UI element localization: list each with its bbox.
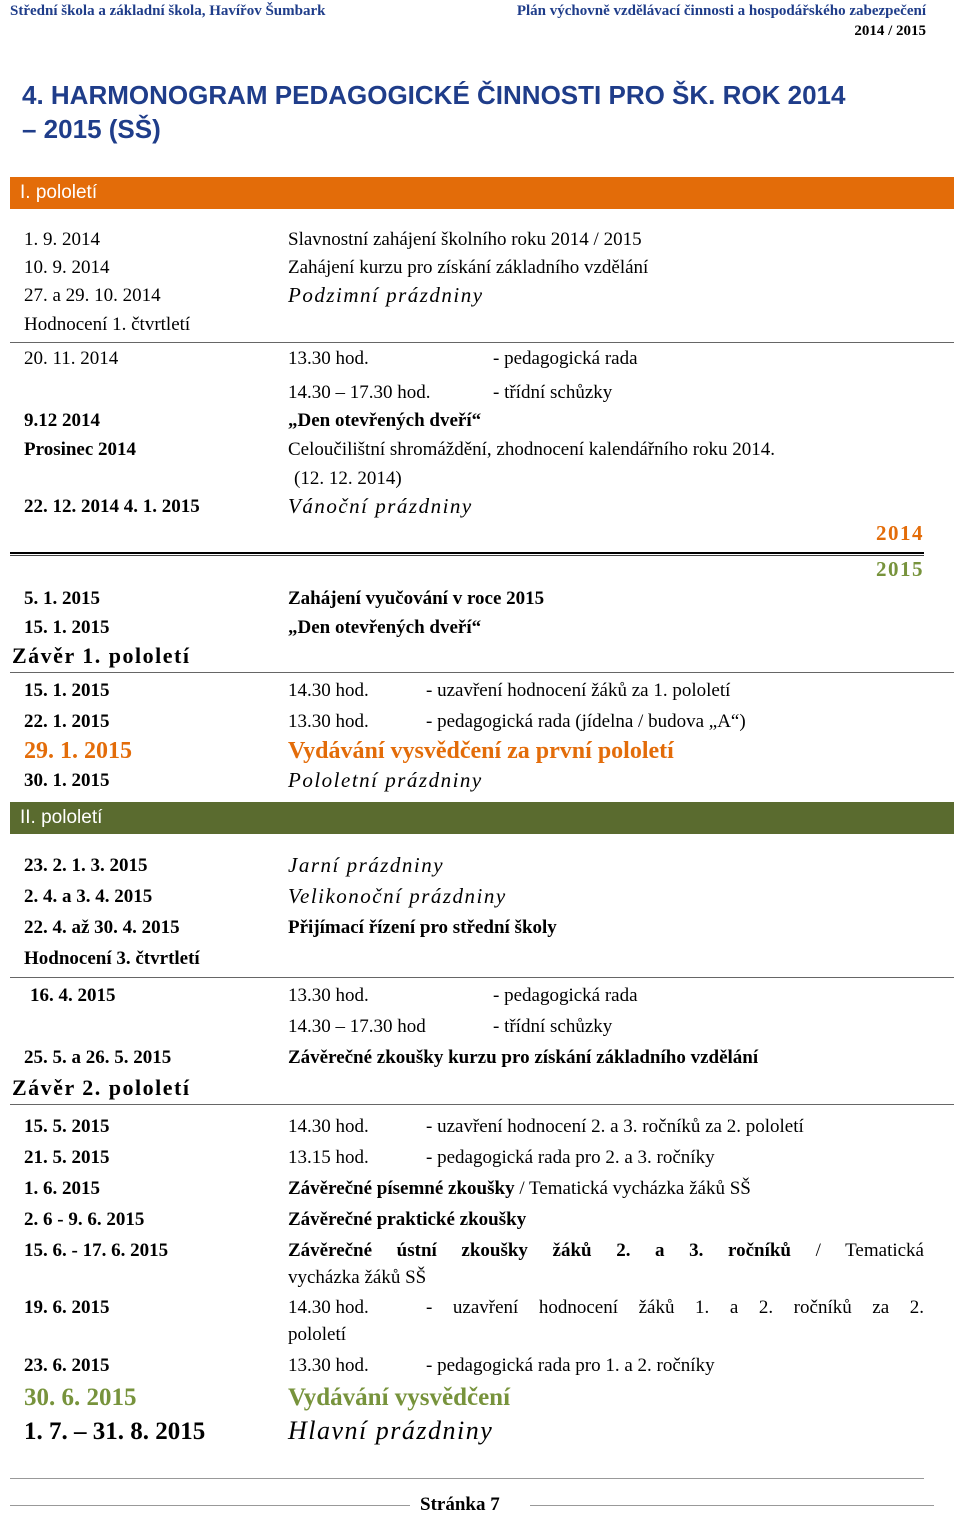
- semester2-band-label: II. pololetí: [20, 807, 103, 828]
- event-date: 23. 6. 2015: [24, 1355, 110, 1376]
- event-text: - uzavření hodnocení žáků 1. a 2. ročníků za 2.: [426, 1297, 924, 1318]
- event-text: Zahájení vyučování v roce 2015: [288, 588, 545, 609]
- event-text: - uzavření hodnocení 2. a 3. ročníků za 2. pololetí: [426, 1116, 804, 1137]
- event-text-holiday: Podzimní prázdniny: [288, 283, 484, 307]
- event-time: 14.30 – 17.30 hod: [288, 1016, 426, 1037]
- quarter-evaluation-heading: Hodnocení 3. čtvrtletí: [24, 948, 200, 969]
- semester-end-heading: Závěr 2. pololetí: [12, 1075, 191, 1100]
- event-text: - pedagogická rada pro 2. a 3. ročníky: [426, 1147, 715, 1168]
- divider: [10, 552, 924, 554]
- event-date: 16. 4. 2015: [30, 985, 116, 1006]
- divider: [10, 555, 924, 556]
- event-text: Závěrečné zkoušky kurzu pro získání základního vzdělání: [288, 1047, 759, 1068]
- event-text-holiday: Vánoční prázdniny: [288, 494, 473, 518]
- semester2-band: [10, 802, 954, 834]
- event-text: - třídní schůzky: [493, 1016, 613, 1037]
- event-time: 14.30 – 17.30 hod.: [288, 382, 431, 403]
- event-text: Celoučilištní shromáždění, zhodnocení kalendářního roku 2014.: [288, 439, 776, 460]
- event-text-highlight: Vydávání vysvědčení: [288, 1384, 511, 1411]
- event-text-holiday: Pololetní prázdniny: [288, 768, 483, 792]
- event-date: 5. 1. 2015: [24, 588, 100, 609]
- event-text: - třídní schůzky: [493, 382, 613, 403]
- event-date: 2. 6 - 9. 6. 2015: [24, 1209, 145, 1230]
- event-date-highlight: 29. 1. 2015: [24, 738, 132, 764]
- header-school-name: Střední škola a základní škola, Havířov Šumbark: [10, 3, 326, 19]
- semester1-band-label: I. pololetí: [20, 182, 98, 203]
- event-text: „Den otevřených dveří“: [288, 617, 482, 638]
- header-plan-title: Plán výchovně vzdělávací činnosti a hospodářského zabezpečení: [516, 3, 926, 19]
- event-text: - uzavření hodnocení žáků za 1. pololetí: [426, 680, 731, 701]
- event-date: 1. 7. – 31. 8. 2015: [24, 1418, 206, 1445]
- semester-end-heading: Závěr 1. pololetí: [12, 643, 191, 668]
- quarter-evaluation-heading: Hodnocení 1. čtvrtletí: [24, 314, 191, 335]
- event-text: [288, 1240, 924, 1262]
- event-text: Závěrečné praktické zkoušky: [288, 1209, 527, 1230]
- footer-rule-right: [530, 1505, 934, 1506]
- event-date: 9.12 2014: [24, 410, 100, 431]
- divider: [10, 342, 954, 343]
- page-title-line1: 4. HARMONOGRAM PEDAGOGICKÉ ČINNOSTI PRO ŠK. ROK 2014: [22, 80, 846, 110]
- event-text-rest: / Tematická vycházka žáků SŠ: [519, 1178, 751, 1199]
- event-text: [288, 1178, 751, 1200]
- event-date: 15. 1. 2015: [24, 617, 110, 638]
- event-text: Slavnostní zahájení školního roku 2014 / 2015: [288, 229, 642, 250]
- event-date: 25. 5. a 26. 5. 2015: [24, 1047, 172, 1068]
- event-date: 30. 1. 2015: [24, 770, 110, 791]
- event-date: 15. 5. 2015: [24, 1116, 110, 1137]
- divider: [10, 977, 954, 978]
- year-marker-2014: 2014: [876, 521, 924, 545]
- event-date: 2. 4. a 3. 4. 2015: [24, 886, 153, 907]
- event-text-bold: Závěrečné ústní zkoušky žáků 2. a 3. ročníků: [288, 1240, 791, 1261]
- page-number: Stránka 7: [420, 1494, 500, 1515]
- event-text: Zahájení kurzu pro získání základního vzdělání: [288, 257, 649, 278]
- event-text-cont: pololetí: [288, 1324, 347, 1345]
- event-text-holiday: Hlavní prázdniny: [288, 1416, 494, 1445]
- event-date: 19. 6. 2015: [24, 1297, 110, 1318]
- event-text: - pedagogická rada: [493, 348, 638, 369]
- event-text: Přijímací řízení pro střední školy: [288, 917, 557, 938]
- page-title-line2: – 2015 (SŠ): [22, 114, 161, 144]
- event-time: 13.15 hod.: [288, 1147, 369, 1168]
- event-text: - pedagogická rada (jídelna / budova „A“): [426, 711, 746, 732]
- event-date: Prosinec 2014: [24, 439, 137, 460]
- footer-divider: [10, 1478, 924, 1479]
- event-date: 15. 1. 2015: [24, 680, 110, 701]
- event-time: 14.30 hod.: [288, 1297, 369, 1318]
- event-text-rest: / Tematická: [815, 1240, 924, 1261]
- event-date: 10. 9. 2014: [24, 257, 110, 278]
- event-date: 22. 12. 2014 4. 1. 2015: [24, 496, 200, 517]
- divider: [10, 1104, 954, 1105]
- event-date: 23. 2. 1. 3. 2015: [24, 855, 148, 876]
- event-text-holiday: Jarní prázdniny: [288, 853, 445, 877]
- event-text: „Den otevřených dveří“: [288, 410, 482, 431]
- year-marker-2015: 2015: [876, 557, 924, 581]
- event-text-cont: vycházka žáků SŠ: [288, 1267, 427, 1288]
- event-date: 15. 6. - 17. 6. 2015: [24, 1240, 169, 1261]
- event-date: 22. 4. až 30. 4. 2015: [24, 917, 180, 938]
- event-date: 27. a 29. 10. 2014: [24, 285, 161, 306]
- event-text-highlight: Vydávání vysvědčení za první pololetí: [288, 738, 674, 764]
- event-time: 13.30 hod.: [288, 1355, 369, 1376]
- footer-rule-left: [10, 1505, 410, 1506]
- event-text: - pedagogická rada: [493, 985, 638, 1006]
- event-date: 22. 1. 2015: [24, 711, 110, 732]
- event-time: 13.30 hod.: [288, 711, 369, 732]
- event-text-note: (12. 12. 2014): [294, 468, 402, 489]
- event-date-highlight: 30. 6. 2015: [24, 1384, 137, 1411]
- semester1-band: [10, 177, 954, 209]
- event-time: 14.30 hod.: [288, 680, 369, 701]
- event-date: 20. 11. 2014: [24, 348, 119, 369]
- header-year: 2014 / 2015: [854, 23, 926, 39]
- event-date: 1. 9. 2014: [24, 229, 100, 250]
- event-time: 13.30 hod.: [288, 348, 369, 369]
- event-text-holiday: Velikonoční prázdniny: [288, 884, 507, 908]
- event-date: 21. 5. 2015: [24, 1147, 110, 1168]
- event-time: 13.30 hod.: [288, 985, 369, 1006]
- event-text-bold: Závěrečné písemné zkoušky: [288, 1178, 515, 1199]
- divider: [10, 672, 954, 673]
- event-text: - pedagogická rada pro 1. a 2. ročníky: [426, 1355, 715, 1376]
- event-date: 1. 6. 2015: [24, 1178, 100, 1199]
- event-time: 14.30 hod.: [288, 1116, 369, 1137]
